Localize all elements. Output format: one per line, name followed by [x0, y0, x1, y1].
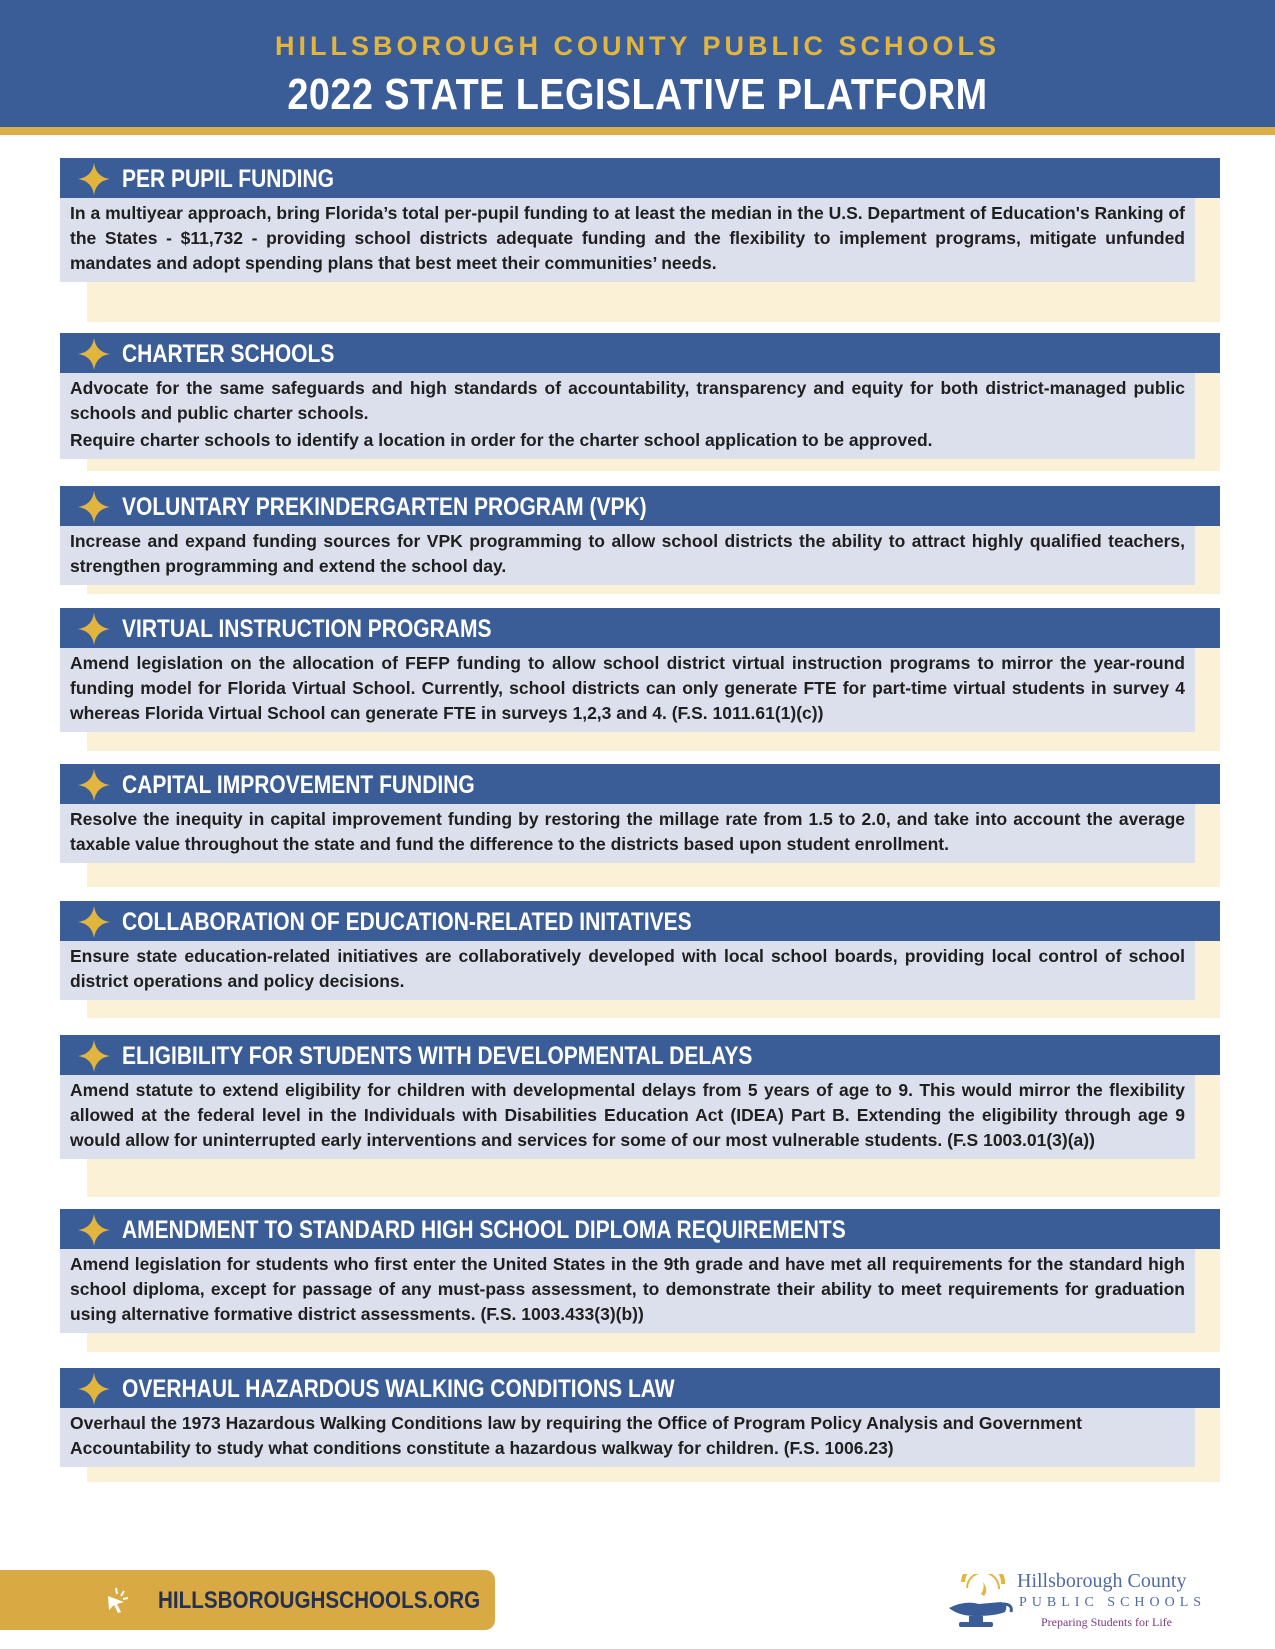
section-heading-bar [60, 158, 1220, 198]
section-paragraph: Ensure state education-related initiatives are collaboratively developed with local school boards, providing local control of school district operations and policy decisions. [70, 946, 1185, 991]
section-heading: COLLABORATION OF EDUCATION-RELATED INITATIVES [122, 908, 692, 936]
section-body [60, 648, 1195, 732]
section-body [60, 373, 1195, 459]
section-heading: OVERHAUL HAZARDOUS WALKING CONDITIONS LAW [122, 1375, 675, 1403]
platform-section [60, 1209, 1220, 1352]
sparkle-star-icon [76, 904, 112, 940]
click-cursor-icon [102, 1586, 132, 1616]
section-body [60, 198, 1195, 282]
sparkle-star-icon [76, 161, 112, 197]
section-heading: ELIGIBILITY FOR STUDENTS WITH DEVELOPMENTAL DELAYS [122, 1042, 753, 1070]
section-heading: CAPITAL IMPROVEMENT FUNDING [122, 771, 475, 799]
platform-section [60, 764, 1220, 887]
sparkle-star-icon [76, 767, 112, 803]
sparkle-star-icon [76, 1212, 112, 1248]
sparkle-star-icon [76, 611, 112, 647]
section-body [60, 526, 1195, 585]
section-body [60, 1075, 1195, 1159]
page-title: 2022 STATE LEGISLATIVE PLATFORM [287, 70, 988, 119]
section-paragraph: Advocate for the same safeguards and high standards of accountability, transparency and equity for both district-managed public schools and public charter schools. [70, 378, 1185, 423]
organization-name: HILLSBOROUGH COUNTY PUBLIC SCHOOLS [274, 31, 1001, 61]
section-paragraph: Require charter schools to identify a location in order for the charter school application to be approved. [70, 430, 933, 450]
platform-section [60, 158, 1220, 322]
section-heading: VOLUNTARY PREKINDERGARTEN PROGRAM (VPK) [122, 493, 647, 521]
section-body [60, 1249, 1195, 1333]
section-heading-bar [60, 1209, 1220, 1249]
section-body [60, 1408, 1195, 1467]
section-paragraph: In a multiyear approach, bring Florida’s total per-pupil funding to at least the median in the U.S. Department of Education's Ranking of the States - $11,732 - providing school districts adequate funding and the flexibility to implement programs, mitigate unfunded mandates and adopt spending plans that best meet their communities’ needs. [70, 203, 1185, 273]
section-heading-bar [60, 486, 1220, 526]
district-logo [945, 1568, 1215, 1634]
section-heading-bar [60, 1035, 1220, 1075]
section-heading-bar [60, 901, 1220, 941]
logo-subname: PUBLIC SCHOOLS [1019, 1595, 1207, 1610]
lamp-of-learning-icon [945, 1574, 1015, 1634]
logo-name: Hillsborough County [1017, 1570, 1187, 1592]
website-link[interactable] [0, 1570, 495, 1630]
platform-section [60, 1368, 1220, 1482]
sparkle-star-icon [76, 1038, 112, 1074]
section-heading-bar [60, 608, 1220, 648]
platform-section [60, 608, 1220, 751]
section-paragraph: Increase and expand funding sources for VPK programming to allow school districts the ability to attract highly qualified teachers, strengthen programming and extend the school day. [70, 531, 1185, 576]
section-paragraph: Amend legislation on the allocation of FEFP funding to allow school district virtual instruction programs to mirror the year-round funding model for Florida Virtual School. Currently, school districts can only generate FTE for part-time virtual students in survey 4 whereas Florida Virtual School can generate FTE in surveys 1,2,3 and 4. (F.S. 1011.61(1)(c)) [70, 653, 1185, 723]
website-url[interactable]: HILLSBOROUGHSCHOOLS.ORG [158, 1587, 481, 1614]
platform-section [60, 901, 1220, 1018]
sparkle-star-icon [76, 336, 112, 372]
section-heading: VIRTUAL INSTRUCTION PROGRAMS [122, 615, 492, 643]
section-body [60, 941, 1195, 1000]
section-heading-bar [60, 764, 1220, 804]
section-heading: PER PUPIL FUNDING [122, 165, 334, 193]
section-heading-bar [60, 1368, 1220, 1408]
section-paragraph: Amend legislation for students who first enter the United States in the 9th grade and have met all requirements for the standard high school diploma, except for passage of any must-pass assessment, to demonstrate their ability to meet requirements for graduation using alternative formative district assessments. (F.S. 1003.433(3)(b)) [70, 1254, 1185, 1324]
section-heading-bar [60, 333, 1220, 373]
sparkle-star-icon [76, 489, 112, 525]
section-paragraph: Resolve the inequity in capital improvement funding by restoring the millage rate from 1.5 to 2.0, and take into account the average taxable value throughout the state and fund the difference to the districts based upon student enrollment. [70, 809, 1185, 854]
section-paragraph: Overhaul the 1973 Hazardous Walking Conditions law by requiring the Office of Program Policy Analysis and Government Accountability to study what conditions constitute a hazardous walkway for children. (F.S. 1006.23) [70, 1413, 1082, 1458]
page-header [0, 0, 1275, 135]
sparkle-star-icon [76, 1371, 112, 1407]
section-paragraph: Amend statute to extend eligibility for children with developmental delays from 5 years of age to 9. This would mirror the flexibility allowed at the federal level in the Individuals with Disabilities Education Act (IDEA) Part B. Extending the eligibility through age 9 would allow for uninterrupted early interventions and services for some of our most vulnerable students. (F.S 1003.01(3)(a)) [70, 1080, 1185, 1150]
platform-section [60, 333, 1220, 471]
section-heading: CHARTER SCHOOLS [122, 340, 335, 368]
section-heading: AMENDMENT TO STANDARD HIGH SCHOOL DIPLOMA REQUIREMENTS [122, 1216, 846, 1244]
section-body [60, 804, 1195, 863]
platform-section [60, 486, 1220, 594]
platform-section [60, 1035, 1220, 1197]
logo-tagline: Preparing Students for Life [1041, 1615, 1172, 1629]
